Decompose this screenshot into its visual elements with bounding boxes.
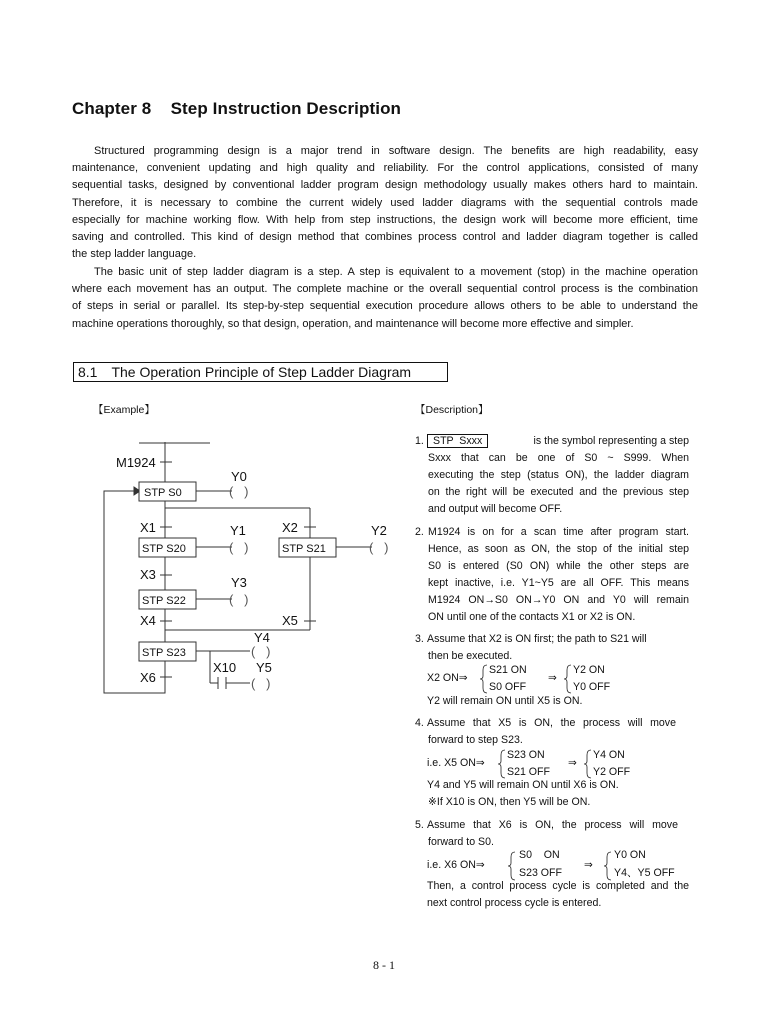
section-number: 8.1	[78, 364, 98, 380]
transition-arrow: ⇒	[548, 672, 557, 684]
transition-output-on: Y2 ON	[573, 664, 605, 676]
desc-text: executing the step (status ON), the ladder diagram	[428, 469, 689, 481]
transition-output-off: Y4、Y5 OFF	[614, 867, 675, 879]
y4-coil: ( )	[251, 644, 271, 659]
x6-contact-label: X6	[140, 670, 156, 685]
page-number: 8 - 1	[373, 958, 395, 972]
example-label: 【Example】	[93, 404, 155, 416]
y1-output-label: Y1	[230, 523, 246, 538]
transition-off: S21 OFF	[507, 766, 550, 778]
desc-text: next control process cycle is entered.	[427, 897, 602, 909]
desc-text: forward to S0.	[428, 836, 494, 848]
transition-on: S0 ON	[519, 849, 560, 861]
text-line: maintenance, convenient updating and high quality and reliability. For the control applications, consisted of many	[72, 162, 698, 175]
y5-coil: ( )	[251, 676, 271, 691]
desc-text: S0 is entered (S0 ON) while the other steps are	[428, 560, 689, 572]
desc-text: ON until one of the contacts X1 or X2 is ON.	[428, 611, 636, 623]
description-label: 【Description】	[415, 404, 489, 416]
stp-sxxx-box: STP Sxxx	[427, 434, 488, 448]
x1-contact-label: X1	[140, 520, 156, 535]
transition-output-off: Y2 OFF	[593, 766, 631, 778]
desc-1-box-line	[427, 433, 689, 450]
desc-text: Hence, as soon as ON, the stop of the initial step	[428, 543, 689, 555]
desc-3-number: 3.	[415, 633, 424, 645]
desc-text: Assume that X2 is ON first; the path to S21 will	[427, 633, 647, 645]
desc-text: Y2 will remain ON until X5 is ON.	[427, 695, 583, 707]
desc-text: forward to step S23.	[428, 734, 523, 746]
stp-s20-label: STP S20	[142, 543, 186, 555]
desc-text: Then, a control process cycle is completed and the	[427, 880, 689, 892]
x10-contact-label: X10	[213, 660, 237, 675]
transition-arrow: ⇒	[568, 757, 577, 769]
y1-coil: ( )	[229, 540, 249, 555]
text-line: where each movement has an output. The complete machine or the overall sequential control process is the combination	[72, 283, 698, 296]
transition-output-on: Y4 ON	[593, 749, 625, 761]
desc-note: ※If X10 is ON, then Y5 will be ON.	[428, 796, 591, 808]
y2-output-label: Y2	[371, 523, 387, 538]
x2-contact-label: X2	[282, 520, 298, 535]
stp-s0-label: STP S0	[144, 487, 182, 499]
transition-lead: i.e. X5 ON⇒	[427, 757, 485, 769]
transition-on: S23 ON	[507, 749, 545, 761]
transition-lead: i.e. X6 ON⇒	[427, 859, 485, 871]
text-line: The basic unit of step ladder diagram is a step. A step is equivalent to a movement (stop) in the machine operation	[94, 266, 698, 278]
y0-coil: ( )	[229, 484, 249, 499]
stp-s23-label: STP S23	[142, 647, 186, 659]
desc-text: on the right will be executed and the previous step	[428, 486, 689, 498]
transition-output-on: Y0 ON	[614, 849, 646, 861]
text-line: saving and controlled. This kind of design method that combines process control and ladder diagram together is called	[72, 231, 698, 244]
desc-text: Y4 and Y5 will remain ON until X6 is ON.	[427, 779, 619, 791]
desc-text: M1924 ON→S0 ON→Y0 ON and Y0 will remain	[428, 594, 689, 606]
section-title: The Operation Principle of Step Ladder Diagram	[111, 364, 412, 380]
desc-4-number: 4.	[415, 717, 424, 729]
desc-text: Assume that X5 is ON, the process will move	[427, 717, 676, 729]
y5-output-label: Y5	[256, 660, 272, 675]
desc-text: is the symbol representing a step	[533, 435, 689, 447]
y3-coil: ( )	[229, 592, 249, 607]
y3-output-label: Y3	[231, 575, 247, 590]
stp-s22-label: STP S22	[142, 595, 186, 607]
text-line: Structured programming design is a major trend in software design. The benefits are high readability, easy	[94, 145, 698, 157]
transition-off: S23 OFF	[519, 867, 562, 879]
transition-off: S0 OFF	[489, 681, 527, 693]
desc-text: Assume that X6 is ON, the process will move	[427, 819, 678, 831]
text-line: sequential tasks, designed by conventional ladder program design methodology usually makes others hard to maintain.	[72, 179, 698, 192]
transition-on: S21 ON	[489, 664, 527, 676]
chapter-title: Chapter 8 Step Instruction Description	[72, 99, 402, 118]
desc-2-number: 2.	[415, 526, 424, 538]
desc-text: M1924 is on for a scan time after program start.	[428, 526, 689, 538]
m1924-contact-label: M1924	[116, 455, 156, 470]
text-line: especially for machine working flow. With help from step instructions, the design work will become more efficient, time	[72, 213, 698, 226]
desc-text: kept inactive, i.e. Y1~Y5 are all OFF. This means	[428, 577, 689, 589]
text-line: of steps in serial or parallel. Its step-by-step sequential execution procedure allows others to be able to understand the	[72, 300, 698, 313]
x3-contact-label: X3	[140, 567, 156, 582]
x4-contact-label: X4	[140, 613, 156, 628]
transition-arrow: ⇒	[584, 859, 593, 871]
transition-lead: X2 ON⇒	[427, 672, 468, 684]
desc-1-number: 1.	[415, 435, 424, 447]
y2-coil: ( )	[369, 540, 389, 555]
text-line: the step ladder language.	[72, 248, 197, 261]
desc-text: then be executed.	[428, 650, 513, 662]
text-line: Therefore, it is necessary to combine the current widely used ladder diagrams with the sequential controls made	[72, 196, 698, 209]
y4-output-label: Y4	[254, 630, 270, 645]
y0-output-label: Y0	[231, 469, 247, 484]
text-line: machine operations thoroughly, so that design, operation, and maintenance will become more effective and simpler.	[72, 317, 634, 330]
desc-5-number: 5.	[415, 819, 424, 831]
stp-s21-label: STP S21	[282, 543, 326, 555]
transition-output-off: Y0 OFF	[573, 681, 611, 693]
desc-text: and output will become OFF.	[428, 503, 563, 515]
x5-contact-label: X5	[282, 613, 298, 628]
desc-text: Sxxx that can be one of S0 ~ S999. When	[428, 452, 689, 464]
